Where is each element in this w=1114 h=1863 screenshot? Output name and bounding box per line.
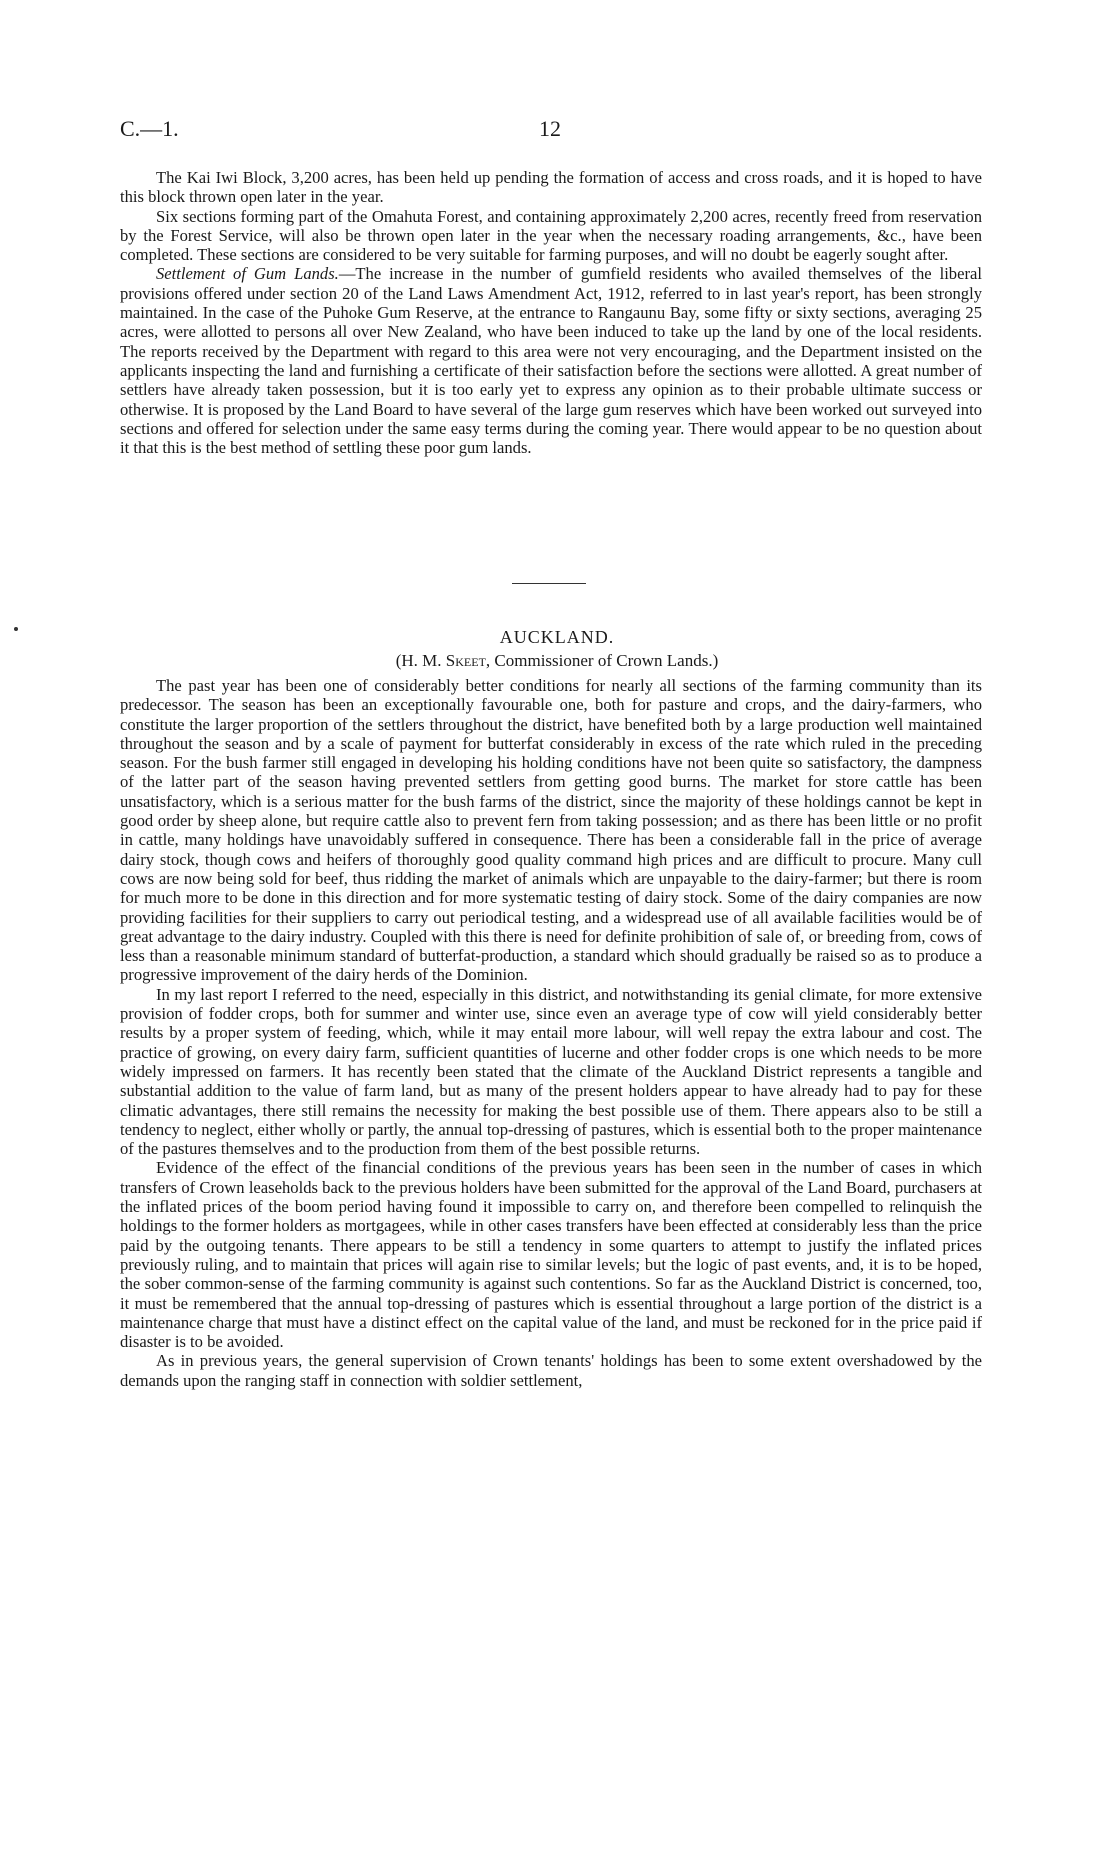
commissioner-name: H. M. Skeet [401, 651, 486, 670]
intro-text [120, 168, 982, 457]
byline-open: ( [395, 651, 402, 670]
auckland-text [120, 676, 982, 1390]
section-byline [0, 651, 1114, 671]
section-divider [512, 583, 586, 584]
paragraph-financial-conditions: Evidence of the effect of the financial conditions of the previous years has been seen in the number of cases in which transfers of Crown leaseholds back to the previous holders have been submitted for the approval of the Land Board, purchasers at the inflated prices of the boom period having found it impossible to carry on, and therefore been compelled to relinquish the holdings to the former holders as mortgagees, while in other cases transfers have been effected at considerably less than the price paid by the outgoing tenants. There appears to be still a tendency in some quarters to attempt to justify the inflated prices previously ruling, and to maintain that prices will again rise to similar levels; but the logic of past events, and, it is to be hoped, the sober common-sense of the farming community is against such contentions. So far as the Auckland District is concerned, too, it must be remembered that the annual top-dressing of pastures which is essential throughout a large portion of the district is a maintenance charge that must have a distinct effect on the capital value of the land, and must be reckoned for in the price paid if disaster is to be avoided. [120, 1158, 982, 1352]
page-header [120, 116, 980, 148]
gum-lands-text: —The increase in the number of gumfield residents who availed themselves of the liberal provisions offered under section 20 of the Land Laws Amendment Act, 1912, referred to in last year's report, has been strongly maintained. In the case of the Puhoke Gum Reserve, at the entrance to Rangaunu Bay, some fifty or sixty sections, averaging 25 acres, were allotted to persons all over New Zealand, who have been induced to take up the land by one of the local residents. The reports received by the Department with regard to this area were not very encouraging, and the Department insisted on the applicants inspecting the land and furnishing a certificate of their satisfaction before the sections were allotted. A great number of settlers have already taken possession, but it is too early yet to express any opinion as to their probable ultimate success or otherwise. It is proposed by the Land Board to have several of the large gum reserves which have been worked out surveyed into sections and offered for selection under the same easy terms during the coming year. There would appear to be no question about it that this is the best method of settling these poor gum lands. [120, 264, 982, 458]
byline-rest: , Commissioner of Crown Lands.) [485, 651, 719, 670]
paragraph-past-year: The past year has been one of considerably better conditions for nearly all sections of the farming community than its predecessor. The season has been an exceptionally favourable one, both for pasture and crops, and the dairy-farmers, who constitute the larger proportion of the settlers throughout the district, have benefited both by a large production well maintained throughout the season and by a scale of payment for butterfat considerably in excess of the rate which ruled in the preceding season. For the bush farmer still engaged in developing his holding conditions have not been quite so satisfactory, the dampness of the latter part of the season having prevented settlers from getting good burns. The market for store cattle has been unsatisfactory, which is a serious matter for the bush farms of the district, since the majority of these holdings cannot be kept in good order by sheep alone, but require cattle also to prevent fern from taking possession; and as there has been little or no profit in cattle, many holdings have unavoidably suffered in consequence. There has been a considerable fall in the price of average dairy stock, though cows and heifers of thoroughly good quality command high prices and are difficult to procure. Many cull cows are now being sold for beef, thus ridding the market of animals which are unpayable to the dairy-farmer; but there is room for much more to be done in this direction and for more systematic testing of dairy stock. Some of the dairy companies are now providing facilities for their suppliers to carry out periodical testing, and a widespread use of all available facilities would be of great advantage to the dairy industry. Coupled with this there is need for definite prohibition of sale of, or breeding from, cows of less than a reasonable minimum standard of butterfat-production, a standard which should gradually be raised so as to produce a progressive improvement of the dairy herds of the Dominion. [120, 676, 982, 985]
gum-lands-heading: Settlement of Gum Lands. [156, 264, 339, 284]
paragraph-fodder-crops: In my last report I referred to the need, especially in this district, and notwithstanding its genial climate, for more extensive provision of fodder crops, both for summer and winter use, since even an average type of cow will yield considerably better results by a proper system of feeding, which, while it may entail more labour, will well repay the extra labour and cost. The practice of growing, on every dairy farm, sufficient quantities of lucerne and other fodder crops is one which needs to be more widely impressed on farmers. It has recently been stated that the climate of the Auckland District represents a tangible and substantial addition to the value of farm land, but as many of the present holders appear to have already had to pay for these climatic advantages, there still remains the necessity for making the best possible use of them. There appears also to be still a tendency to neglect, either wholly or partly, the annual top-dressing of pastures, which is essential both to the proper maintenance of the pastures themselves and to the production from them of the best possible returns. [120, 984, 982, 1159]
paragraph-omahuta: Six sections forming part of the Omahuta Forest, and containing approximately 2,200 acres, recently freed from reservation by the Forest Service, will also be thrown open later in the year when the necessary roading arrangements, &c., have been completed. These sections are considered to be very suitable for farming purposes, and will no doubt be eagerly sought after. [120, 206, 982, 265]
paragraph-supervision: As in previous years, the general supervision of Crown tenants' holdings has been to some extent overshadowed by the demands upon the ranging staff in connection with soldier settlement, [120, 1351, 982, 1390]
page-number: 12 [539, 116, 561, 141]
document-reference: C.—1. [120, 116, 179, 141]
paragraph-gum-lands [120, 264, 982, 457]
section-title: AUCKLAND. [499, 627, 615, 647]
paragraph-kai-iwi: The Kai Iwi Block, 3,200 acres, has been held up pending the formation of access and cross roads, and it is hoped to have this block thrown open later in the year. [120, 168, 982, 207]
